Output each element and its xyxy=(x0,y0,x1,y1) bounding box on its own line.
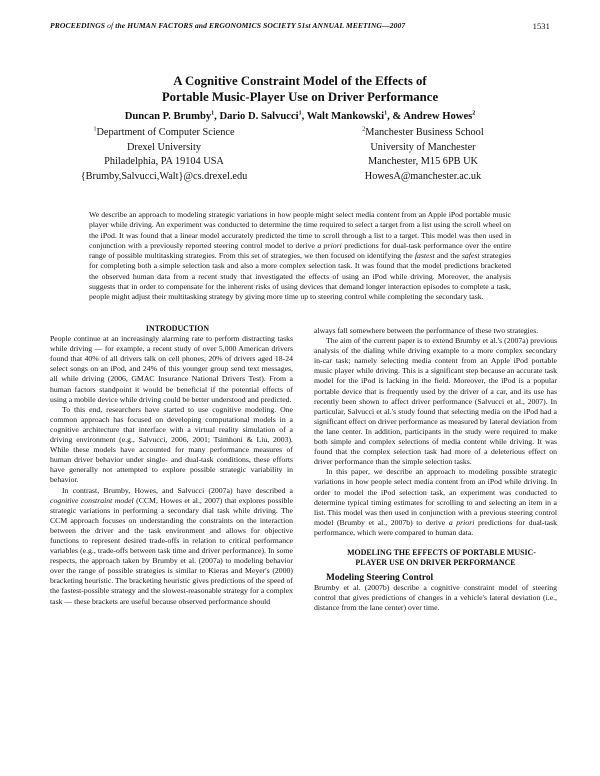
affiliation-right xyxy=(298,126,548,184)
intro-heading: INTRODUCTION xyxy=(145,324,210,333)
intro-p3-text-a: In contrast, Brumby, Howes, and Salvucci (2007a) have described a xyxy=(62,485,293,495)
intro-paragraph-5 xyxy=(314,467,557,538)
affil-left-email: {Brumby,Salvucci,Walt}@cs.drexel.edu xyxy=(80,170,248,182)
modeling-heading-line-2: PLAYER USE ON DRIVER PERFORMANCE xyxy=(355,558,516,568)
title-line-1: A Cognitive Constraint Model of the Effects of xyxy=(173,74,427,88)
running-head xyxy=(50,21,550,30)
author-4: , & Andrew Howes xyxy=(387,111,473,122)
affil-left-sup: 1 xyxy=(93,126,97,133)
abstract-text-2: predictions for dual-task performance over the entire range of possible multitasking strategies. From this set of strategies, we then focused on identifying the xyxy=(89,240,511,261)
right-column xyxy=(314,326,557,614)
author-1: Duncan P. Brumby xyxy=(124,111,212,122)
intro-p3-text-b: (CCM, Howes et al., 2007) that explores possible strategic variations in performing a secondary dial task while driving. The CCM approach focuses on understanding the constraints on the interaction between the driver and the task environment and allows for objective functions to represent desired trade-offs in relation to critical performance variables (e.g., trade-offs between task time and driver performance). In some respects, the approach taken by Brumby et al. (2007a) to modeling behavior over the range of possible strategies is similar to Kieras and Meyer's (2000) bracketing heuristic. The bracketing heuristic gives predictions of the speed of the fastest-possible strategy and the slowest-reasonable strategy for a complex task — these brackets are useful because observed performance should xyxy=(50,495,293,606)
abstract-text-4: strategies for completing both a simple selection task and also a more complex selection task. It was found that the model predictions bracketed the observed human data from a recent study that investigated the effects of using an iPod while driving. Moreover, the analysis suggests that in order to compensate for the inherent risks of using devices that demand longer interaction episodes to complete a task, people might adjust their multitasking strategy by giving more time up to steering control while completing the secondary task. xyxy=(89,251,511,302)
intro-p5-text-b: predictions for dual-task performance, which were compared to human data. xyxy=(314,517,557,537)
steering-subheading: Modeling Steering Control xyxy=(326,573,434,584)
affil-right-city: Manchester, M15 6PB UK xyxy=(368,156,478,167)
modeling-paragraph-1: Brumby et al. (2007b) describe a cognitive constraint model of steering control that gives predictions of changes in a vehicle's lateral deviation (i.e., distance from the lane center) over time. xyxy=(314,583,557,613)
affil-right-dept: Manchester Business School xyxy=(365,127,484,138)
intro-p5-text-a: In this paper, we describe an approach to modeling possible strategic variations in how people select media content from an iPod while driving. In order to model the iPod selection task, an experiment was conducted to determine typical timing estimates for scrolling to and selecting an item in a list. This model was then used in conjunction with a previous steering control model (Brumby et al., 2007b) to derive xyxy=(314,467,557,527)
running-head-of: of xyxy=(107,21,114,30)
abstract xyxy=(89,210,511,303)
intro-ccm-term: cognitive constraint model xyxy=(50,495,134,505)
page-number: 1531 xyxy=(532,21,550,31)
affil-left-dept: Department of Computer Science xyxy=(96,127,235,138)
author-2-sup: 1 xyxy=(298,110,302,117)
paper-title xyxy=(50,74,550,105)
modeling-heading xyxy=(314,548,557,568)
author-4-sup: 2 xyxy=(472,110,476,117)
affil-right-univ: University of Manchester xyxy=(370,141,476,153)
intro-paragraph-3 xyxy=(50,486,293,607)
running-head-prefix: PROCEEDINGS xyxy=(50,21,108,30)
abstract-safest: safest xyxy=(461,251,480,261)
affil-left-city: Philadelphia, PA 19104 USA xyxy=(104,156,224,167)
running-head-conference: the HUMAN FACTORS and ERGONOMICS SOCIETY 51st ANNUAL MEETING—2007 xyxy=(113,21,406,30)
modeling-heading-line-1: MODELING THE EFFECTS OF PORTABLE MUSIC- xyxy=(347,547,536,557)
title-line-2: Portable Music-Player Use on Driver Performance xyxy=(161,89,439,104)
intro-paragraph-4: The aim of the current paper is to extend Brumby et al.'s (2007a) previous analysis of the dialing while driving example to a more complex secondary in-car task; namely selecting media content from an Apple iPod portable music player while driving. This is a significant step because an accurate task model for the iPod is lacking in the field. Moreover, the iPod is a popular portable device that is frequently used by the driver of a car, and its use has recently been shown to affect driver performance (Salvucci et al., 2007). In particular, Salvucci et al.'s study found that selecting media on the iPod had a significant effect on driver performance as measured by lateral deviation from the lane center. In addition, participants in the study were required to make both simple and complex selections of media content while driving. It was found that the complex selection task had more of a deleterious effect on driver performance than the simple selection tasks. xyxy=(314,336,557,467)
left-column xyxy=(50,324,293,607)
affiliation-left xyxy=(39,126,289,184)
abstract-fastest: fastest xyxy=(414,251,435,261)
intro-paragraph-3-continued: always fall somewhere between the performance of these two strategies. xyxy=(314,326,539,335)
author-3-sup: 1 xyxy=(384,110,388,117)
abstract-text-3: and the xyxy=(434,251,462,261)
intro-paragraph-1: People continue at an increasingly alarming rate to perform distracting tasks while driving — for example, a recent study of over 5,000 American drivers found that 40% of all drivers talk on cell phones, 20% of drivers aged 18-24 select songs on an iPod, and 24% of this younger group send text messages, all while driving (2006, GMAC Insurance National Drivers Test). From a human factors standpoint it would be beneficial if the potential effects of using a mobile device while driving could be better understood and predicted. xyxy=(50,334,293,404)
author-3: , Walt Mankowski xyxy=(301,111,385,122)
abstract-a-priori: a priori xyxy=(317,240,342,250)
author-list xyxy=(50,111,550,122)
abstract-text-1: We describe an approach to modeling strategic variations in how people might select media content from an Apple iPod portable music player while driving. An experiment was conducted to determine the time required to select a target from a list using the scroll wheel on the iPod. It was found that a linear model accurately predicted the time to scroll through a list to a target. This model was then used in conjunction with a previously reported steering control model to derive xyxy=(89,210,511,250)
intro-paragraph-2: To this end, researchers have started to use cognitive modeling. One common approach has focused on developing computational models in a cognitive architecture that interface with a virtual reality simulation of a driving environment (e.g., Salvucci, 2006, 2001; Tsimhoni & Liu, 2003). While these models have accounted for many performance measures of human driver behavior under single- and dual-task conditions, these efforts have generally not attempted to explore possible strategic variability in behavior. xyxy=(50,404,293,485)
affil-right-sup: 2 xyxy=(362,126,366,133)
affil-left-univ: Drexel University xyxy=(126,141,202,153)
affil-right-email: HowesA@manchester.ac.uk xyxy=(364,170,482,182)
intro-a-priori: a priori xyxy=(448,517,475,527)
author-1-sup: 1 xyxy=(211,110,215,117)
author-2: , Dario D. Salvucci xyxy=(214,111,299,122)
